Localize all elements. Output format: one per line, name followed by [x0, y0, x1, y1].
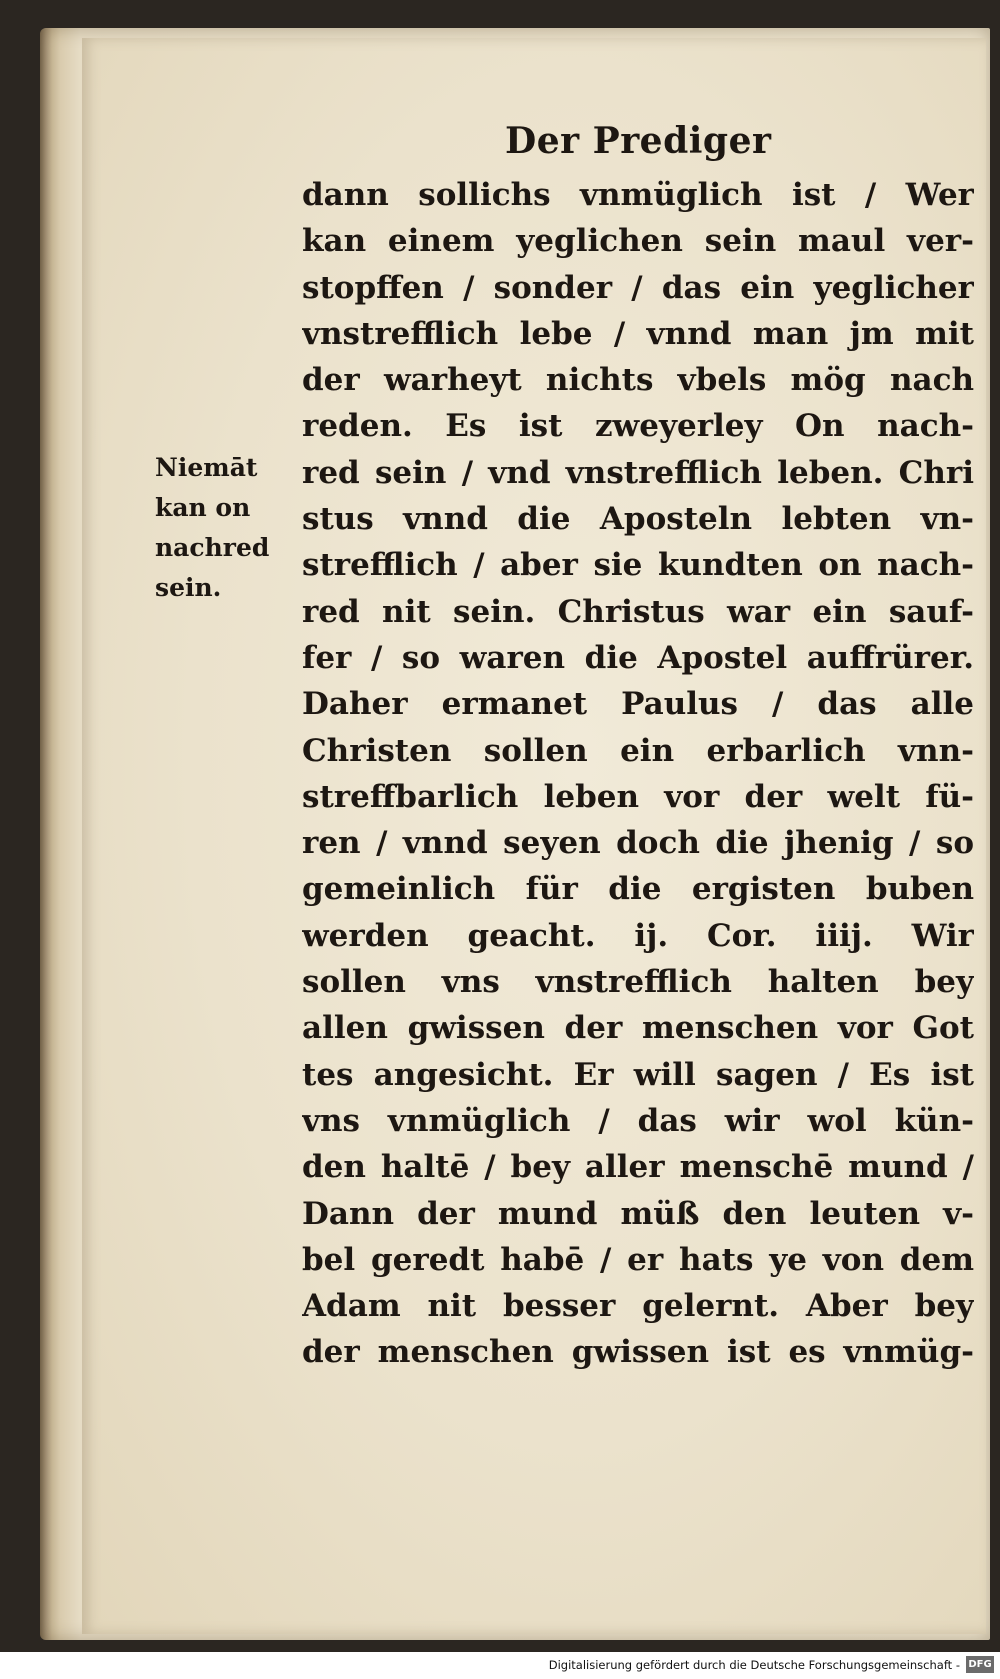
marginal-line: Niemāt	[155, 453, 258, 482]
text-line: der menschen gwissen ist es vnmüg-	[302, 1334, 974, 1371]
footer-strip	[0, 1652, 1000, 1679]
text-line: tes angesicht. Er will sagen / Es ist	[302, 1056, 974, 1093]
text-line: stopffen / sonder / das ein yeglicher	[302, 269, 974, 306]
text-line: gemeinlich für die ergisten buben	[302, 871, 974, 908]
show-through-text	[140, 170, 280, 410]
marginal-line: sein.	[155, 573, 222, 602]
text-line: red nit sein. Christus war ein sauf-	[302, 593, 974, 630]
text-line: Daher ermanet Paulus / das alle	[302, 686, 974, 723]
text-line: fer / so waren die Apostel auffrürer.	[302, 639, 974, 676]
text-line: streffbarlich leben vor der welt fü-	[302, 778, 974, 815]
text-line: strefflich / aber sie kundten on nach-	[302, 547, 974, 584]
body-text	[302, 172, 974, 1376]
dfg-logo: DFG	[966, 1656, 994, 1673]
text-line: Christen sollen ein erbarlich vnn-	[302, 732, 974, 769]
text-line: vnstrefflich lebe / vnnd man jm mit	[302, 315, 974, 352]
text-line: Adam nit besser gelernt. Aber bey	[302, 1288, 974, 1325]
running-head: Der Prediger	[505, 120, 772, 162]
text-line: Dann der mund müß den leuten v-	[302, 1195, 974, 1232]
text-line: bel geredt habē / er hats ye von dem	[302, 1241, 974, 1278]
marginal-note	[155, 448, 285, 608]
marginal-line: nachred	[155, 533, 270, 562]
text-line: dann sollichs vnmüglich ist / Wer	[302, 177, 974, 213]
text-line: der warheyt nichts vbels mög nach	[302, 362, 974, 399]
text-line: kan einem yeglichen sein maul ver-	[302, 223, 974, 260]
text-line: red sein / vnd vnstrefflich leben. Chri	[302, 454, 974, 491]
funding-note: Digitalisierung gefördert durch die Deutsche Forschungsgemeinschaft -	[548, 1658, 960, 1672]
text-line: ren / vnnd seyen doch die jhenig / so	[302, 825, 974, 862]
text-line: vns vnmüglich / das wir wol kün-	[302, 1102, 974, 1139]
text-line: den haltē / bey aller menschē mund /	[302, 1149, 974, 1186]
text-line: sollen vns vnstrefflich halten bey	[302, 964, 974, 1001]
text-line: reden. Es ist zweyerley On nach-	[302, 408, 974, 445]
text-line: allen gwissen der menschen vor Got	[302, 1010, 974, 1047]
text-line: stus vnnd die Aposteln lebten vn-	[302, 501, 974, 538]
text-line: werden geacht. ij. Cor. iiij. Wir	[302, 917, 974, 954]
marginal-line: kan on	[155, 493, 251, 522]
